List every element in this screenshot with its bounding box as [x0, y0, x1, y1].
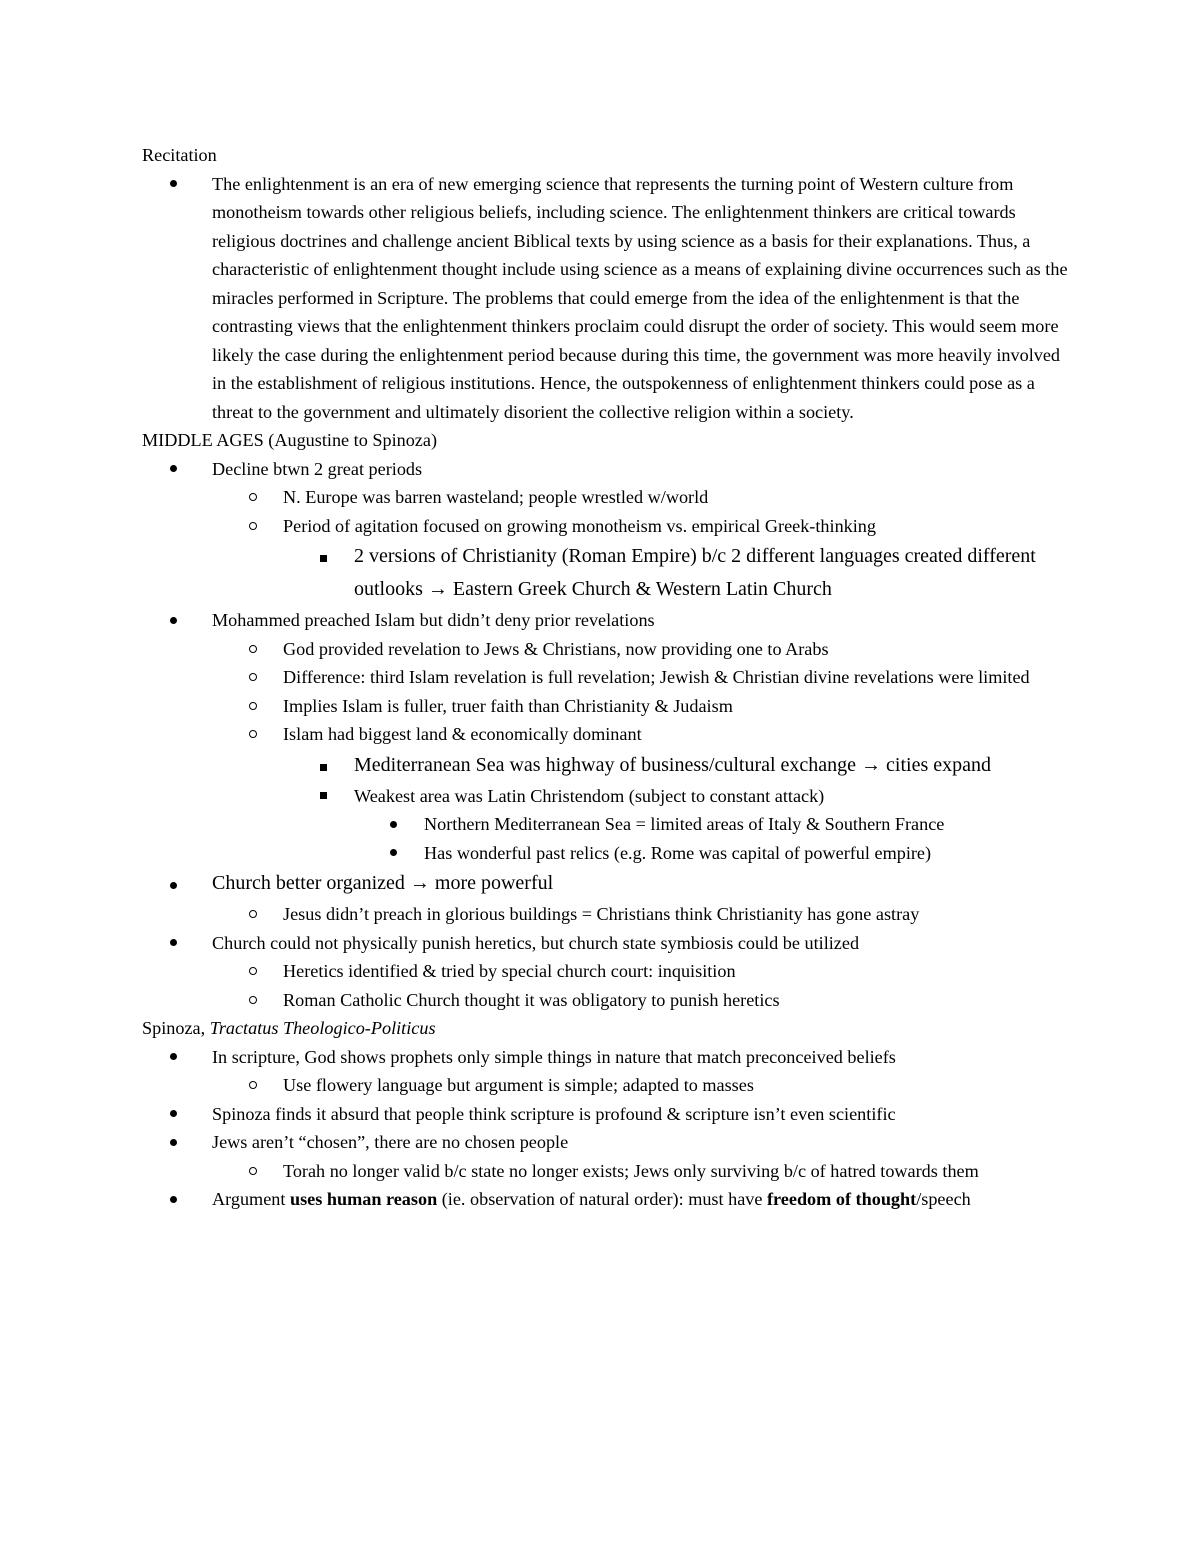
bullet-dot-icon	[170, 606, 177, 635]
list-item-text: Spinoza finds it absurd that people think scripture is profound & scripture isn’t even scientific	[212, 1103, 896, 1124]
list-item	[142, 839, 1072, 868]
list-item	[142, 512, 1072, 541]
recitation-paragraph: The enlightenment is an era of new emerging science that represents the turning point of Western culture from monotheism towards other religious beliefs, including science. The enlightenment thinkers are critical towards religious doctrines and challenge ancient Biblical texts by using science as a basis for their explanations. Thus, a characteristic of enlightenment thought include using science as a means of explaining divine occurrences such as the miracles performed in Scripture. The problems that could emerge from the idea of the enlightenment is that the contrasting views that the enlightenment thinkers proclaim could disrupt the order of society. This would seem more likely the case during the enlightenment period because during this time, the government was more heavily involved in the establishment of religious institutions. Hence, the outspokenness of enlightenment thinkers could pose as a threat to the government and ultimately disorient the collective religion within a society.	[212, 173, 1068, 422]
list-item	[142, 810, 1072, 839]
spinoza-list	[142, 1043, 1072, 1214]
bullet-dot-icon	[170, 170, 177, 199]
bullet-circle-icon	[249, 957, 257, 986]
bold-text: uses human reason	[289, 1189, 438, 1209]
list-item	[142, 635, 1072, 664]
list-item-text: God provided revelation to Jews & Christians, now providing one to Arabs	[283, 638, 829, 659]
bullet-circle-icon	[249, 512, 257, 541]
bullet-dot-icon	[390, 810, 397, 839]
list-item	[142, 483, 1072, 512]
list-item-text: Heretics identified & tried by special church court: inquisition	[283, 961, 736, 981]
list-item-text: Jesus didn’t preach in glorious buildings = Christians think Christianity has gone astray	[283, 904, 920, 924]
document-page	[142, 141, 1072, 1214]
bullet-square-icon	[320, 752, 327, 785]
list-item	[142, 957, 1072, 986]
spinoza-heading	[142, 1014, 1072, 1043]
bullet-dot-icon	[170, 870, 177, 903]
bullet-circle-icon	[249, 635, 257, 664]
bullet-dot-icon	[170, 455, 177, 484]
list-item	[142, 1185, 1072, 1214]
list-item-text: Period of agitation focused on growing monotheism vs. empirical Greek-thinking	[283, 515, 876, 536]
list-item-text: Church could not physically punish heretics, but church state symbiosis could be utilized	[212, 932, 860, 953]
bullet-circle-icon	[249, 900, 257, 929]
list-item-text: Weakest area was Latin Christendom (subject to constant attack)	[354, 785, 825, 806]
list-item	[142, 540, 1072, 606]
list-item-text: Difference: third Islam revelation is full revelation; Jewish & Christian divine revelations were limited	[283, 667, 1030, 687]
list-item	[142, 1071, 1072, 1100]
list-item	[142, 867, 1072, 900]
list-item-text: Jews aren’t “chosen”, there are no chosen people	[212, 1132, 569, 1152]
bullet-circle-icon	[249, 663, 257, 692]
middle-ages-list	[142, 455, 1072, 1015]
list-item	[142, 929, 1072, 958]
list-item	[142, 455, 1072, 484]
bullet-circle-icon	[249, 720, 257, 749]
middle-ages-heading: MIDDLE AGES (Augustine to Spinoza)	[142, 430, 438, 450]
bullet-circle-icon	[249, 483, 257, 512]
bullet-circle-icon	[249, 692, 257, 721]
bullet-circle-icon	[249, 1157, 257, 1186]
list-item	[142, 1043, 1072, 1072]
bullet-circle-icon	[249, 1071, 257, 1100]
bullet-dot-icon	[390, 839, 397, 868]
list-item-text: Northern Mediterranean Sea = limited areas of Italy & Southern France	[424, 814, 945, 834]
text-run: Argument	[212, 1189, 290, 1209]
text-run: (ie. observation of natural order): must have	[437, 1189, 767, 1209]
bold-text: freedom of thought	[767, 1189, 917, 1209]
list-item	[142, 1128, 1072, 1157]
list-item-text: N. Europe was barren wasteland; people wrestled w/world	[283, 487, 709, 507]
list-item-text: Implies Islam is fuller, truer faith than Christianity & Judaism	[283, 695, 733, 716]
bullet-dot-icon	[170, 1128, 177, 1157]
bullet-circle-icon	[249, 986, 257, 1015]
list-item	[142, 1157, 1072, 1186]
list-item-text: Roman Catholic Church thought it was obligatory to punish heretics	[283, 989, 780, 1010]
bullet-dot-icon	[170, 1185, 177, 1214]
recitation-heading: Recitation	[142, 145, 217, 165]
list-item	[142, 749, 1072, 782]
list-item	[142, 606, 1072, 635]
list-item	[142, 170, 1072, 427]
text-run: /speech	[916, 1189, 971, 1209]
spinoza-heading-prefix: Spinoza,	[142, 1018, 210, 1038]
list-item	[142, 1100, 1072, 1129]
list-item	[142, 692, 1072, 721]
list-item-text: Torah no longer valid b/c state no longer exists; Jews only surviving b/c of hatred towards them	[283, 1160, 979, 1181]
list-item-text: In scripture, God shows prophets only simple things in nature that match preconceived beliefs	[212, 1046, 896, 1067]
bullet-dot-icon	[170, 1100, 177, 1129]
list-item	[142, 782, 1072, 811]
list-item	[142, 986, 1072, 1015]
list-item-text: Has wonderful past relics (e.g. Rome was capital of powerful empire)	[424, 842, 932, 863]
list-item	[142, 663, 1072, 692]
bullet-square-icon	[320, 543, 327, 576]
recitation-list	[142, 170, 1072, 427]
bullet-dot-icon	[170, 929, 177, 958]
list-item-text: Mediterranean Sea was highway of business/cultural exchange → cities expand	[354, 753, 992, 776]
list-item	[142, 900, 1072, 929]
bullet-square-icon	[320, 782, 327, 811]
list-item-text: Decline btwn 2 great periods	[212, 458, 423, 479]
spinoza-heading-title: Tractatus Theologico-Politicus	[209, 1018, 436, 1038]
bullet-dot-icon	[170, 1043, 177, 1072]
list-item-text: Mohammed preached Islam but didn’t deny prior revelations	[212, 610, 655, 630]
list-item-text: Islam had biggest land & economically dominant	[283, 724, 642, 744]
list-item-text: Church better organized → more powerful	[212, 872, 554, 894]
list-item	[142, 720, 1072, 749]
argument-text	[212, 1189, 971, 1209]
list-item-text: Use flowery language but argument is simple; adapted to masses	[283, 1075, 754, 1095]
list-item-text: 2 versions of Christianity (Roman Empire) b/c 2 different languages created different outlooks → Eastern Greek Church & Western Latin Church	[354, 545, 1036, 600]
